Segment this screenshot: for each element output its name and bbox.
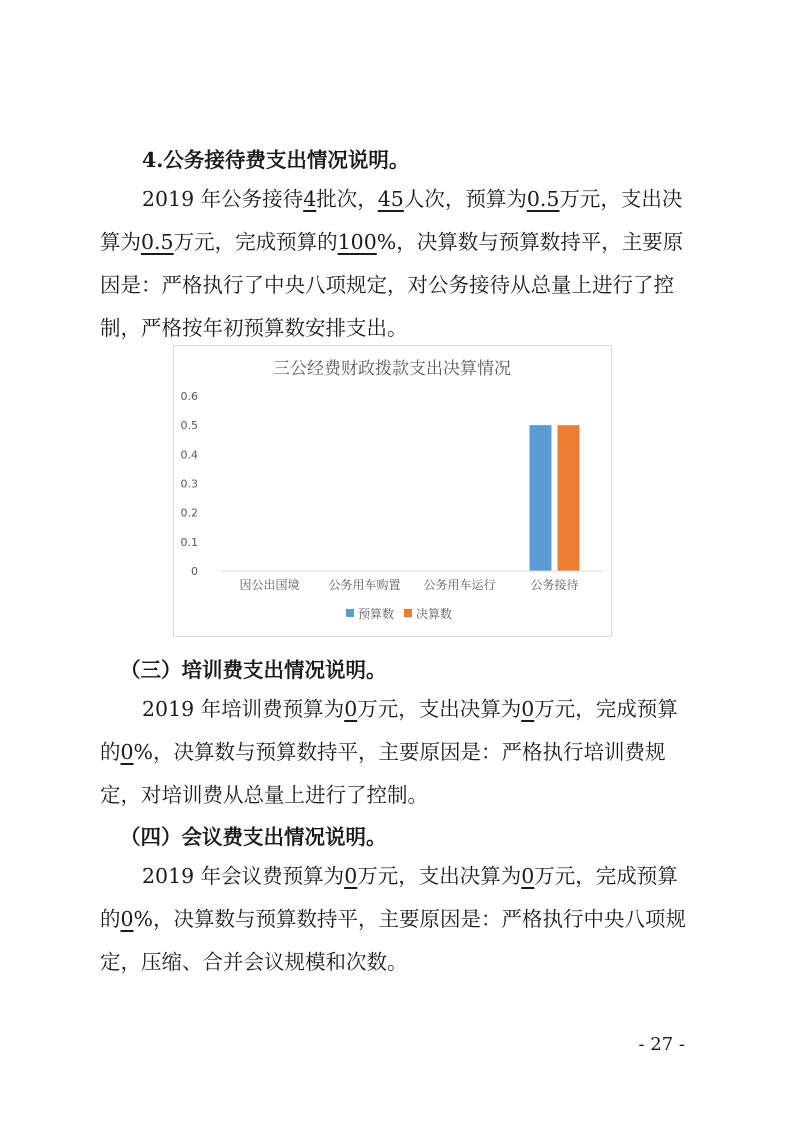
underlined-value: 45 bbox=[377, 187, 404, 211]
underlined-value: 100 bbox=[337, 230, 377, 254]
page-number: - 27 - bbox=[638, 1034, 685, 1055]
x-tick-label: 公务接待 bbox=[530, 578, 579, 592]
text-run: 万元，支出决算为 bbox=[357, 864, 522, 888]
x-tick-label: 公务用车购置 bbox=[328, 578, 401, 592]
text-run: %，决算数与预算数持平，主要原因是：严格执行了中央八项规定，对公务接待从总量上进行了控制，严格按年初预算数安排支出。 bbox=[100, 230, 684, 340]
section-heading-training: （三）培训费支出情况说明。 bbox=[120, 658, 387, 682]
chart-svg bbox=[174, 346, 611, 636]
bar bbox=[558, 425, 580, 571]
y-tick-label: 0.6 bbox=[180, 390, 198, 403]
y-tick-label: 0.2 bbox=[180, 506, 198, 520]
text-run: %，决算数与预算数持平，主要原因是：严格执行培训费规定，对培训费从总量上进行了控制。 bbox=[100, 740, 666, 807]
bar-chart bbox=[173, 345, 612, 637]
text-run: 2019 年会议费预算为 bbox=[142, 864, 345, 888]
x-tick-label: 因公出国境 bbox=[239, 578, 300, 592]
underlined-value: 0.5 bbox=[526, 187, 560, 211]
text-run: 万元，支出决算为 bbox=[357, 697, 522, 721]
text-run: 万元，完成预算的 bbox=[100, 697, 678, 764]
chart-title: 三公经费财政拨款支出决算情况 bbox=[273, 359, 511, 379]
y-tick-label: 0 bbox=[191, 565, 198, 578]
legend-swatch bbox=[346, 609, 354, 617]
paragraph-reception bbox=[100, 178, 690, 350]
underlined-value: 0 bbox=[344, 864, 358, 888]
underlined-value: 4 bbox=[303, 187, 317, 211]
y-tick-label: 0.3 bbox=[180, 477, 198, 491]
paragraph-meeting bbox=[100, 855, 690, 984]
y-tick-label: 0.4 bbox=[180, 448, 198, 462]
paragraph-training bbox=[100, 688, 690, 817]
underlined-value: 0 bbox=[344, 697, 358, 721]
section-heading-meeting: （四）会议费支出情况说明。 bbox=[120, 825, 387, 849]
text-run: 万元，支出决算为 bbox=[100, 187, 683, 254]
underlined-value: 0 bbox=[521, 697, 535, 721]
text-run: 2019 年培训费预算为 bbox=[142, 697, 345, 721]
legend-label: 决算数 bbox=[416, 607, 453, 621]
text-run: 万元，完成预算的 bbox=[173, 230, 338, 254]
x-tick-label: 公务用车运行 bbox=[423, 578, 496, 592]
text-run: 万元，完成预算的 bbox=[100, 864, 678, 931]
underlined-value: 0 bbox=[120, 740, 134, 764]
legend-label: 预算数 bbox=[358, 607, 395, 621]
y-tick-label: 0.5 bbox=[180, 419, 198, 433]
legend-swatch bbox=[404, 609, 412, 617]
text-run: 人次，预算为 bbox=[403, 187, 527, 211]
bar bbox=[530, 425, 552, 571]
text-run: 2019 年公务接待 bbox=[142, 187, 304, 211]
text-run: %，决算数与预算数持平，主要原因是：严格执行中央八项规定，压缩、合并会议规模和次数。 bbox=[100, 907, 687, 974]
section-heading-reception: 4.公务接待费支出情况说明。 bbox=[142, 148, 410, 172]
y-tick-label: 0.1 bbox=[180, 535, 198, 549]
underlined-value: 0 bbox=[120, 907, 134, 931]
underlined-value: 0.5 bbox=[141, 230, 174, 254]
underlined-value: 0 bbox=[521, 864, 535, 888]
text-run: 批次， bbox=[316, 187, 378, 211]
